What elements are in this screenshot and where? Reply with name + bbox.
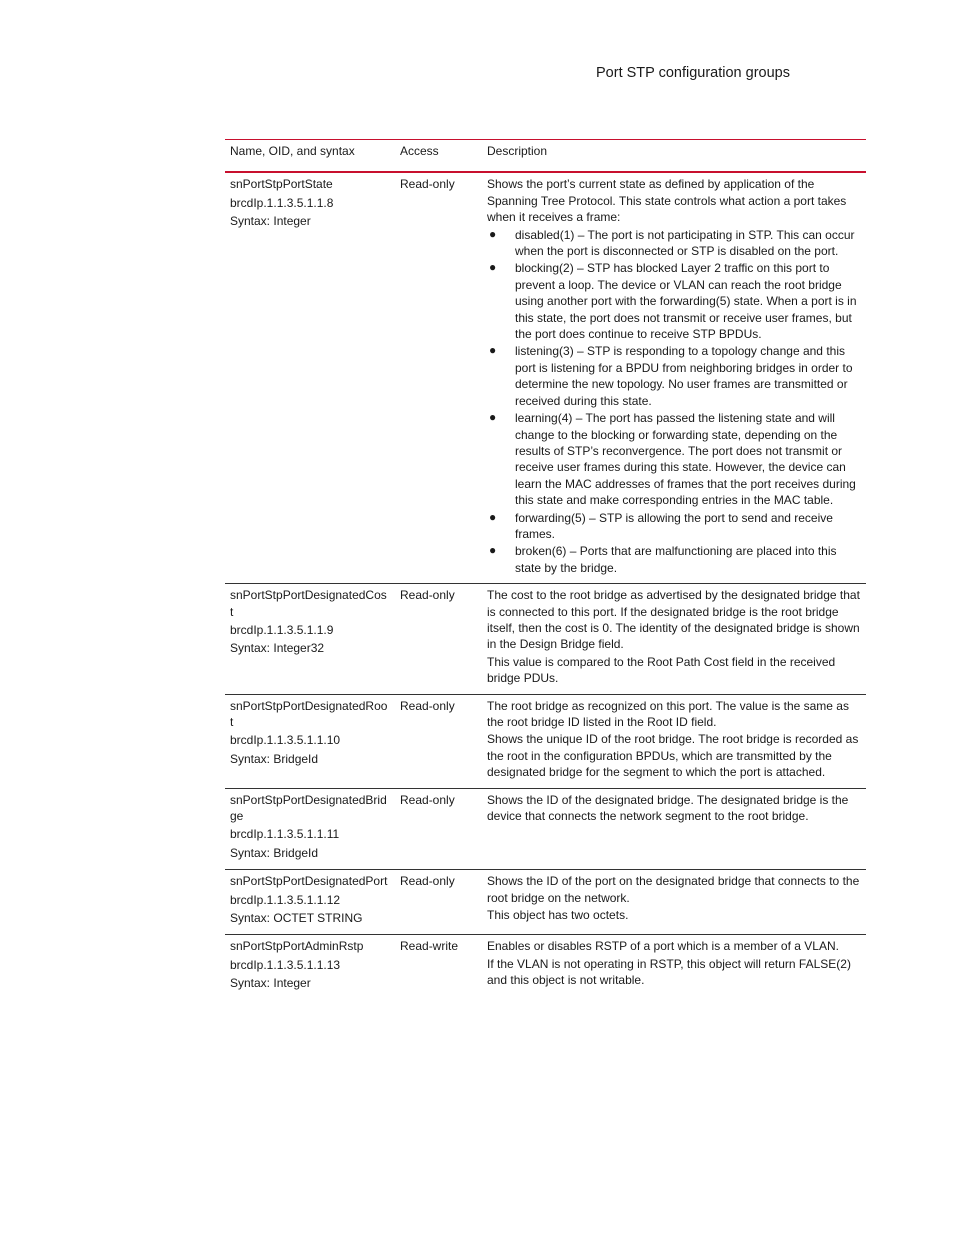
cell-access: Read-only [400,698,455,713]
bullet-icon: ● [489,226,497,241]
object-syntax: Syntax: BridgeId [230,845,319,860]
object-oid: brcdIp.1.1.3.5.1.1.8 [230,195,334,210]
cell-access: Read-only [400,874,455,889]
cell-description [481,694,866,788]
cell-access: Read-only [400,588,455,603]
list-item-text: broken(6) – Ports that are malfunctioning are placed into this state by the bridge. [515,544,837,575]
object-syntax: Syntax: Integer [230,214,311,229]
object-syntax: Syntax: Integer [230,976,311,991]
bullet-icon: ● [489,509,497,524]
list-item [487,260,861,342]
bullet-icon: ● [489,410,497,425]
object-oid: brcdIp.1.1.3.5.1.1.10 [230,733,341,748]
description-paragraph: Shows the ID of the designated bridge. The designated bridge is the device that connects the network segment to the root bridge. [487,792,849,824]
list-item-text: listening(3) – STP is responding to a topology change and this port is listening for a BPDU from neighboring bridges in order to determine the new topology. No user frames are transmitted or received during this state. [515,344,853,408]
object-name: snPortStpPortDesignatedRoot [230,698,388,729]
cell-name-oid-syntax [225,935,395,1000]
cell-description [481,172,866,583]
object-oid: brcdIp.1.1.3.5.1.1.12 [230,892,341,907]
object-name: snPortStpPortState [230,177,333,192]
object-oid: brcdIp.1.1.3.5.1.1.13 [230,957,341,972]
description-paragraph: Shows the ID of the port on the designated bridge that connects to the root bridge on the network. [487,874,860,905]
list-item [487,410,861,508]
description-paragraph: This value is compared to the Root Path Cost field in the received bridge PDUs. [487,654,836,686]
description-paragraph: If the VLAN is not operating in RSTP, this object will return FALSE(2) and this object is not writable. [487,956,851,988]
cell-name-oid-syntax [225,172,395,583]
cell-name-oid-syntax [225,584,395,694]
list-item-text: disabled(1) – The port is not participating in STP. This can occur when the port is disconnected or STP is disabled on the port. [515,227,855,259]
table-row [225,788,866,870]
cell-name-oid-syntax [225,694,395,788]
object-oid: brcdIp.1.1.3.5.1.1.9 [230,622,334,637]
cell-description [481,870,866,935]
page-header-title: Port STP configuration groups [596,65,790,81]
list-item [487,543,861,576]
list-item-text: forwarding(5) – STP is allowing the port to send and receive frames. [515,510,833,541]
state-value-list [487,227,861,577]
cell-description [481,584,866,694]
description-paragraph: This object has two octets. [487,908,629,923]
column-header-description: Description [487,144,548,158]
cell-access: Read-only [400,792,455,807]
table-row [225,870,866,935]
object-name: snPortStpPortAdminRstp [230,939,364,954]
column-header-name: Name, OID, and syntax [230,144,355,158]
list-item [487,227,861,260]
description-paragraph: The cost to the root bridge as advertised by the designated bridge that is connected to this port. If the designated bridge is the root bridge itself, then the cost is 0. The identity of the designated bridge is shown in the Design Bridge field. [487,588,860,652]
cell-name-oid-syntax [225,870,395,935]
cell-description [481,788,866,870]
table-row [225,172,866,583]
description-paragraph: Enables or disables RSTP of a port which is a member of a VLAN. [487,939,839,954]
table-row [225,584,866,694]
cell-access: Read-write [400,939,459,954]
mib-object-table [225,139,866,1000]
object-syntax: Syntax: BridgeId [230,751,319,766]
object-syntax: Syntax: OCTET STRING [230,911,363,926]
table-row [225,694,866,788]
list-item-text: blocking(2) – STP has blocked Layer 2 traffic on this port to prevent a loop. The device or VLAN can reach the root bridge using another port with the forwarding(5) state. When a port is in this state, the port does not transmit or receive user frames, but the port does continue to receive STP BPDUs. [515,261,857,342]
object-name: snPortStpPortDesignatedPort [230,874,388,889]
cell-access: Read-only [400,177,455,192]
bullet-icon: ● [489,543,497,558]
cell-name-oid-syntax [225,788,395,870]
bullet-icon: ● [489,260,497,275]
table-header-row [225,140,866,173]
table-body [225,172,866,999]
column-header-access: Access [400,144,439,158]
object-name: snPortStpPortDesignatedBridge [230,792,387,824]
cell-description [481,935,866,1000]
description-paragraph: Shows the unique ID of the root bridge. The root bridge is recorded as the root in the configuration BPDUs, which are transmitted by the designated bridge for the segment to which the port is attached. [487,732,859,780]
object-name: snPortStpPortDesignatedCost [230,588,387,619]
object-syntax: Syntax: Integer32 [230,641,325,656]
description-paragraph: Shows the port’s current state as defined by application of the Spanning Tree Protocol. This state controls what action a port takes when it receives a frame: [487,177,847,225]
description-paragraph: The root bridge as recognized on this port. The value is the same as the root bridge ID listed in the Root ID field. [487,698,849,729]
bullet-icon: ● [489,343,497,358]
list-item [487,510,861,543]
table-row [225,935,866,1000]
list-item [487,343,861,409]
object-oid: brcdIp.1.1.3.5.1.1.11 [230,827,340,842]
list-item-text: learning(4) – The port has passed the listening state and will change to the blocking or forwarding state, depending on the results of STP’s reconvergence. The port does not transmit or receive user frames during this state. However, the device can learn the MAC addresses of frames that the port receives during this state and make corresponding entries in the MAC table. [515,411,856,508]
